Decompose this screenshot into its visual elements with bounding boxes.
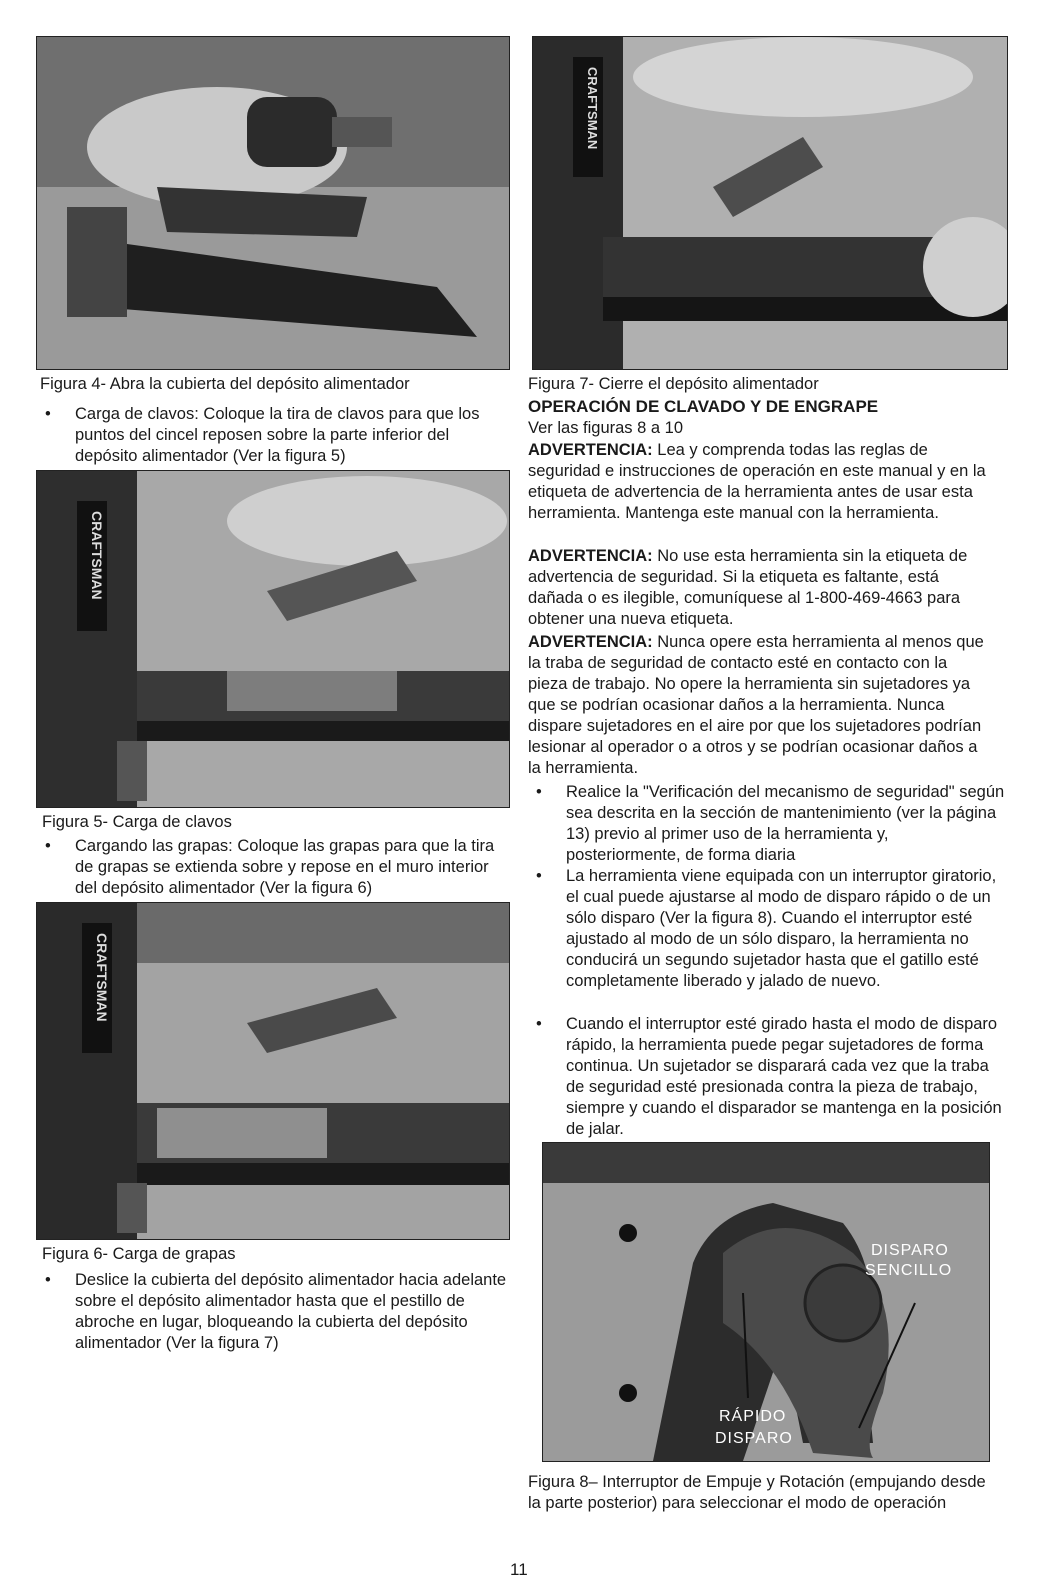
see-figures: Ver las figuras 8 a 10	[528, 419, 684, 437]
bullet-text: Deslice la cubierta del depósito alimentador hacia adelante sobre el depósito alimentador hasta que el pestillo de abroche en lugar, bloqueando la cubierta del depósito alimentador (Ver la figura 7)	[75, 1271, 507, 1352]
warning-label: ADVERTENCIA:	[528, 547, 653, 565]
brand-logo: CRAFTSMAN	[89, 511, 105, 600]
bullet-cargando-grapas	[45, 836, 515, 899]
warning-text: No use esta herramienta sin la etiqueta de advertencia de seguridad. Si la etiqueta es faltante, está dañada o es ilegible, comuníquese al 1-800-469-4663 para obtener una nueva etiqueta.	[528, 547, 968, 628]
figure-5-photo	[36, 470, 510, 808]
figure-6-photo	[36, 902, 510, 1240]
nailer-open-magazine-illustration	[37, 37, 509, 369]
warning-3	[528, 632, 986, 779]
figure-4-photo	[36, 36, 510, 370]
label-disparo-rapid: DISPARO	[715, 1430, 793, 1447]
figure-8-caption: Figura 8– Interruptor de Empuje y Rotación (empujando desde la parte posterior) para seleccionar el modo de operación	[528, 1473, 986, 1512]
warning-text: Nunca opere esta herramienta al menos que la traba de seguridad de contacto esté en contacto con la pieza de trabajo. No opere la herramienta sin sujetadores ya que se podrían ocasionar daños a la herramienta. Nunca dispare sujetadores en el aire por que los sujetadores podrían lesionar al operador o a otros y se podrían ocasionar daños a la herramienta.	[528, 633, 984, 777]
stapler-loading-staples-illustration	[37, 903, 509, 1239]
figure-6-caption: Figura 6- Carga de grapas	[42, 1245, 236, 1263]
bullet-dot: •	[45, 405, 51, 423]
warning-2	[528, 546, 986, 630]
bullet-carga-clavos	[45, 404, 515, 467]
brand-logo: CRAFTSMAN	[585, 67, 600, 150]
bullet-deslice-cubierta	[45, 1270, 515, 1354]
bullet-dot: •	[536, 867, 542, 885]
figure-7-photo	[532, 36, 1008, 370]
bullet-dot: •	[45, 1271, 51, 1289]
bullet-interruptor	[536, 866, 1006, 992]
bullet-text: La herramienta viene equipada con un interruptor giratorio, el cual puede ajustarse al modo de disparo rápido o de un sólo disparo (Ver la figura 8). Cuando el interruptor esté ajustado al modo de un sólo disparo, la herramienta no conducirá un segundo sujetador hasta que el gatillo esté completamente liberado y jalado de nuevo.	[566, 867, 997, 990]
label-disparo: DISPARO	[871, 1242, 949, 1259]
bullet-dot: •	[536, 1015, 542, 1033]
section-heading: OPERACIÓN DE CLAVADO Y DE ENGRAPE	[528, 397, 879, 416]
bullet-text: Cuando el interruptor esté girado hasta el modo de disparo rápido, la herramienta puede pegar sujetadores de forma continua. Un sujetador se disparará cada vez que la traba de seguridad esté presionada contra la pieza de trabajo, siempre y cuando el disparador se mantenga en la posición de jalar.	[566, 1015, 1002, 1138]
bullet-text: Realice la "Verificación del mecanismo de seguridad" según sea descrita en la sección de mantenimiento (ver la página 13) previo al primer uso de la herramienta y, posteriormente, de forma diaria	[566, 783, 1005, 864]
figure-5-caption: Figura 5- Carga de clavos	[42, 813, 232, 831]
warning-label: ADVERTENCIA:	[528, 441, 653, 459]
bullet-dot: •	[536, 783, 542, 801]
brand-logo: CRAFTSMAN	[94, 933, 110, 1022]
trigger-switch-illustration	[543, 1143, 989, 1461]
label-rapido: RÁPIDO	[719, 1408, 787, 1425]
nailer-loading-nails-illustration	[37, 471, 509, 807]
bullet-text: Cargando las grapas: Coloque las grapas para que la tira de grapas se extienda sobre y repose en el muro interior del depósito alimentador (Ver la figura 6)	[75, 837, 495, 897]
label-sencillo: SENCILLO	[865, 1262, 953, 1279]
page-number: 11	[510, 1560, 528, 1579]
bullet-text: Carga de clavos: Coloque la tira de clavos para que los puntos del cincel reposen sobre la parte inferior del depósito alimentador (Ver la figura 5)	[75, 405, 480, 465]
bullet-verificacion	[536, 782, 1006, 866]
figure-7-caption: Figura 7- Cierre el depósito alimentador	[528, 375, 819, 393]
warning-text: Lea y comprenda todas las reglas de seguridad e instrucciones de operación en este manual y en la etiqueta de advertencia de la herramienta antes de usar esta herramienta. Mantenga este manual con la herramienta.	[528, 441, 986, 522]
bullet-dot: •	[45, 837, 51, 855]
warning-label: ADVERTENCIA:	[528, 633, 653, 651]
nailer-close-magazine-illustration	[533, 37, 1007, 369]
bullet-disparo-rapido	[536, 1014, 1006, 1140]
figure-4-caption: Figura 4- Abra la cubierta del depósito alimentador	[40, 375, 410, 393]
figure-8-photo	[542, 1142, 990, 1462]
warning-1	[528, 440, 986, 524]
